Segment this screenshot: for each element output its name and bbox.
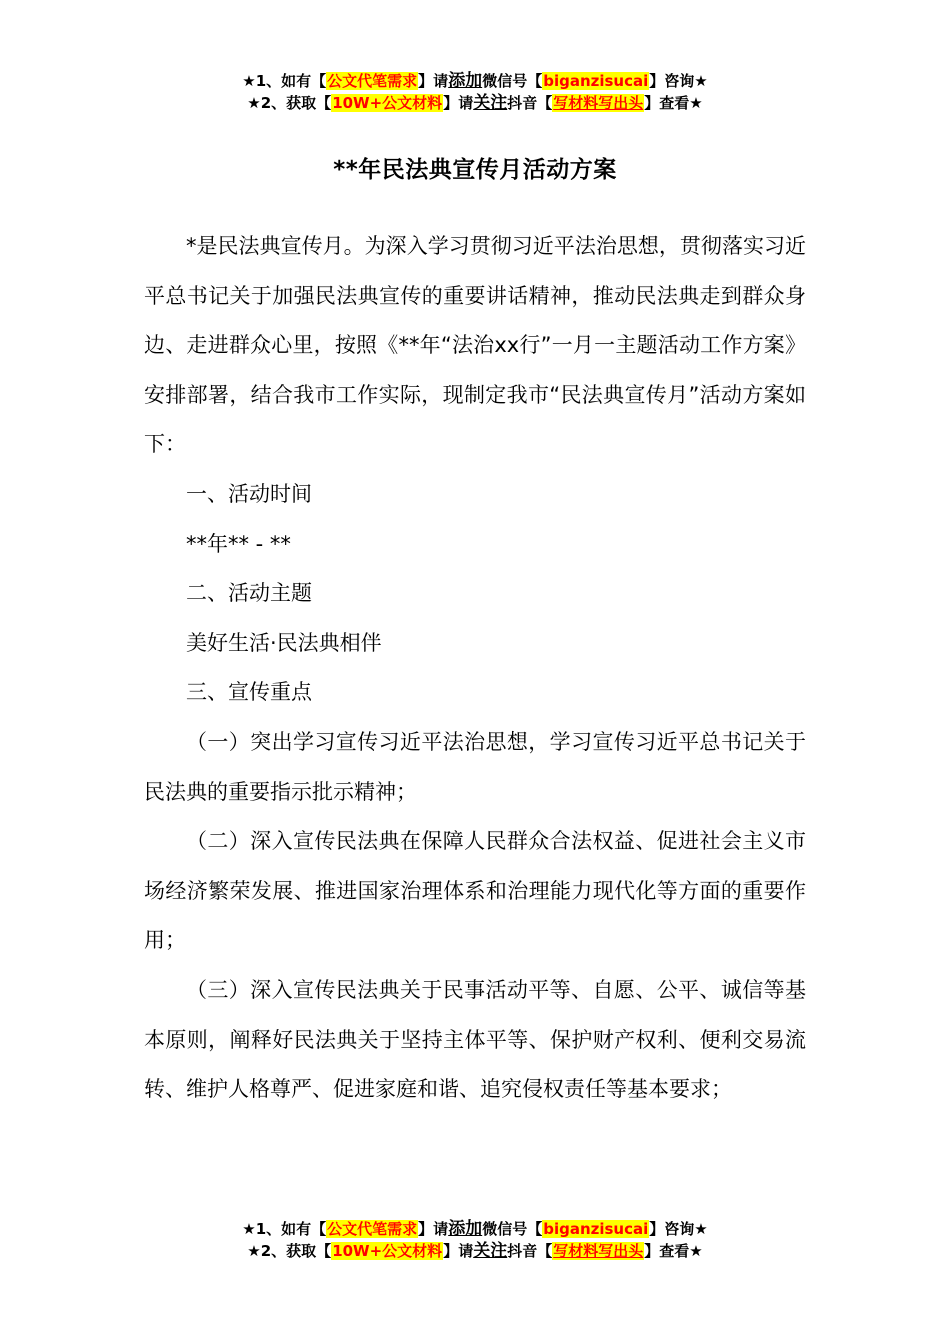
banner-line-2-suffix: 】查看★ [644,94,703,112]
top-banner [0,70,950,114]
bottom-banner-line-2-middle1: 】请 [443,1242,474,1260]
bottom-banner-line-1-middle2: 微信号【 [482,1220,543,1238]
banner-line-1-middle1: 】请 [418,72,449,90]
banner-line-1-middle2: 微信号【 [482,72,543,90]
bottom-banner-line-2-middle2: 抖音【 [507,1242,553,1260]
bottom-banner-emphasis-follow: 关注 [473,1241,508,1261]
bottom-banner-highlight-materials: 10W+公文材料 [332,1242,443,1260]
bottom-banner-highlight-service: 公文代笔需求 [327,1220,418,1238]
bottom-banner-line-1-prefix: ★1、如有【 [242,1220,327,1238]
paragraph-focus-2: （二）深入宣传民法典在保障人民群众合法权益、促进社会主义市场经济繁荣发展、推进国家治理体系和治理能力现代化等方面的重要作用； [144,829,806,953]
bottom-banner-highlight-wechat-id: biganzisucai [543,1220,649,1238]
paragraph-activity-time: **年** - ** [186,531,291,556]
banner-line-2-middle2: 抖音【 [507,94,553,112]
banner-highlight-wechat-id: biganzisucai [543,72,649,90]
bottom-banner-line-1-middle1: 】请 [418,1220,449,1238]
banner-line-1 [0,70,950,92]
bottom-banner-highlight-douyin: 写材料写出头 [553,1242,644,1260]
paragraph-focus-1: （一）突出学习宣传习近平法治思想，学习宣传习近平总书记关于民法典的重要指示批示精神； [144,729,806,804]
bottom-banner-line-2-prefix: ★2、获取【 [247,1242,332,1260]
heading-activity-time: 一、活动时间 [186,481,312,506]
bottom-banner [0,1218,950,1262]
banner-highlight-materials: 10W+公文材料 [332,94,443,112]
banner-emphasis-add: 添加 [448,71,483,91]
banner-highlight-service: 公文代笔需求 [327,72,418,90]
paragraph-activity-theme: 美好生活·民法典相伴 [186,630,382,655]
document-title: **年民法典宣传月活动方案 [333,157,617,183]
banner-line-1-suffix: 】咨询★ [649,72,708,90]
banner-highlight-douyin: 写材料写出头 [553,94,644,112]
paragraph-intro: *是民法典宣传月。为深入学习贯彻习近平法治思想，贯彻落实习近平总书记关于加强民法典宣传的重要讲话精神，推动民法典走到群众身边、走进群众心里，按照《**年“法治xx行”一月一主题活动工作方案》安排部署，结合我市工作实际，现制定我市“民法典宣传月”活动方案如下： [144,234,806,457]
banner-line-2-middle1: 】请 [443,94,474,112]
banner-line-2-prefix: ★2、获取【 [247,94,332,112]
bottom-banner-line-1 [0,1218,950,1240]
banner-emphasis-follow: 关注 [473,93,508,113]
bottom-banner-line-2-suffix: 】查看★ [644,1242,703,1260]
document-body [144,222,806,1115]
paragraph-focus-3: （三）深入宣传民法典关于民事活动平等、自愿、公平、诚信等基本原则，阐释好民法典关于坚持主体平等、保护财产权利、便利交易流转、维护人格尊严、促进家庭和谐、追究侵权责任等基本要求； [144,977,806,1102]
banner-line-1-prefix: ★1、如有【 [242,72,327,90]
bottom-banner-line-1-suffix: 】咨询★ [649,1220,708,1238]
heading-publicity-focus: 三、宣传重点 [186,680,312,705]
heading-activity-theme: 二、活动主题 [186,581,312,606]
bottom-banner-emphasis-add: 添加 [448,1219,483,1239]
banner-line-2 [0,92,950,114]
bottom-banner-line-2 [0,1240,950,1262]
